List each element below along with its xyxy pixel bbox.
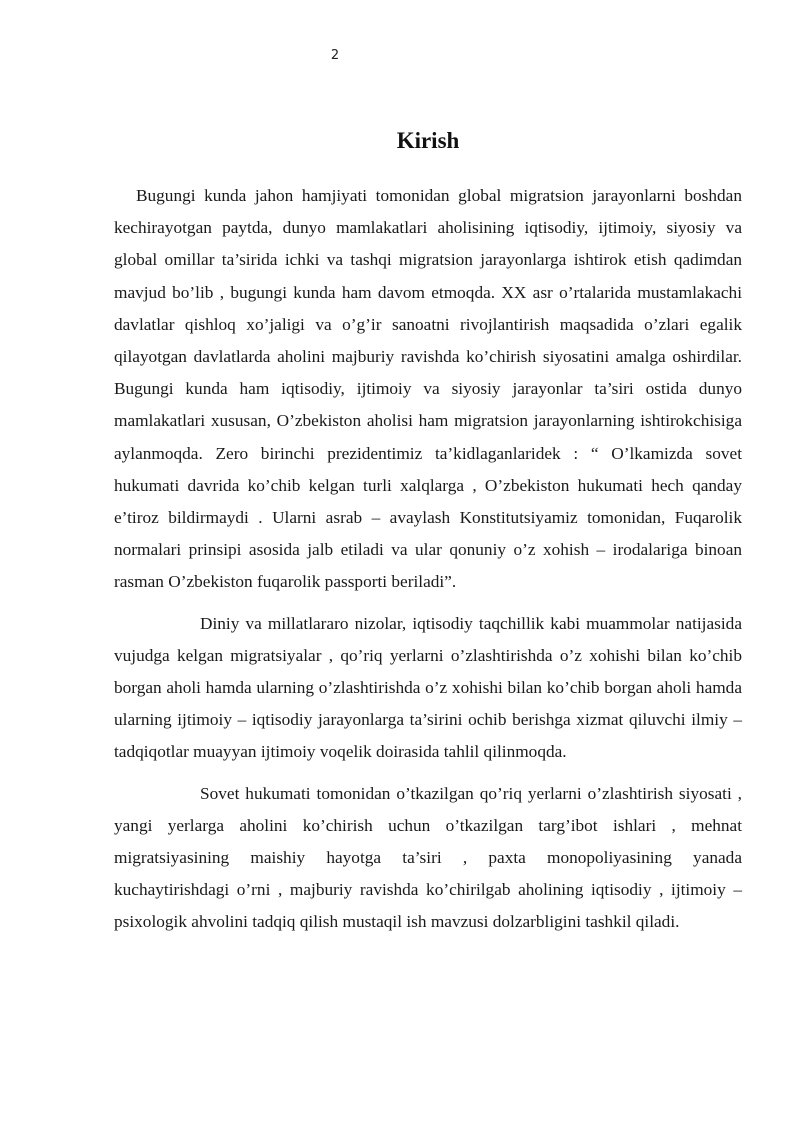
paragraph-intro: Bugungi kunda jahon hamjiyati tomonidan global migratsion jarayonlarni boshdan kechirayotgan paytda, dunyo mamlakatlari aholisining iqtisodiy, ijtimoiy, siyosiy va global omillar ta’sirida ichki va tashqi migratsion jarayonlarga ishtirok etish qadimdan mavjud bo’lib , bugungi kunda ham davom etmoqda. XX asr o’rtalarida mustamlakachi davlatlar qishloq xo’jaligi va o’g’ir sanoatni rivojlantirish maqsadida o’zlari egalik qilayotgan davlatlarda aholini majburiy ravishda ko’chirish siyosatini amalga oshirdilar. Bugungi kunda ham iqtisodiy, ijtimoiy va siyosiy jarayonlar ta’siri ostida dunyo mamlakatlari xususan, O’zbekiston aholisi ham migratsion jarayonlarning ishtirokchisiga aylanmoqda. Zero birinchi prezidentimiz ta’kidlaganlaridek : “ O’lkamizda sovet hukumati davrida ko’chib kelgan turli xalqlarga , O’zbekiston hukumati hech qanday e’tiroz bildirmaydi . Ularni asrab – avaylash Konstitutsiyamiz tomonidan, Fuqarolik normalari prinsipi asosida jalb etiladi va ular qonuniy o’z xohish – irodalariga binoan rasman O’zbekiston fuqarolik passporti beriladi”. xyxy=(114,186,742,592)
page-number: 2 xyxy=(330,48,340,63)
section-title: Kirish xyxy=(396,128,460,153)
paragraph-soviet-policy: Sovet hukumati tomonidan o’tkazilgan qo’riq yerlarni o’zlashtirish siyosati , yangi yerlarga aholini ko’chirish uchun o’tkazilgan targ’ibot ishlari , mehnat migratsiyasining maishiy hayotga ta’siri , paxta monopoliyasining yanada kuchaytirishdagi o’rni , majburiy ravishda ko’chirilgab aholining iqtisodiy , ijtimoiy – psixologik ahvolini tadqiq qilish mustaqil ish mavzusi dolzarbligini tashkil qiladi. xyxy=(114,783,742,932)
paragraph-conflicts: Diniy va millatlararo nizolar, iqtisodiy taqchillik kabi muammolar natijasida vujudga kelgan migratsiyalar , qo’riq yerlarni o’zlashtirishda o’z xohishi bilan ko’chib borgan aholi hamda ularning o’zlashtirishda o’z xohishi bilan ko’chib borgan aholi hamda ularning ijtimoiy – iqtisodiy jarayonlarga ta’sirini ochib berishga xizmat qiluvchi ilmiy – tadqiqotlar muayyan ijtimoiy voqelik doirasida tahlil qilinmoqda. xyxy=(114,613,742,762)
document-body xyxy=(114,180,742,939)
